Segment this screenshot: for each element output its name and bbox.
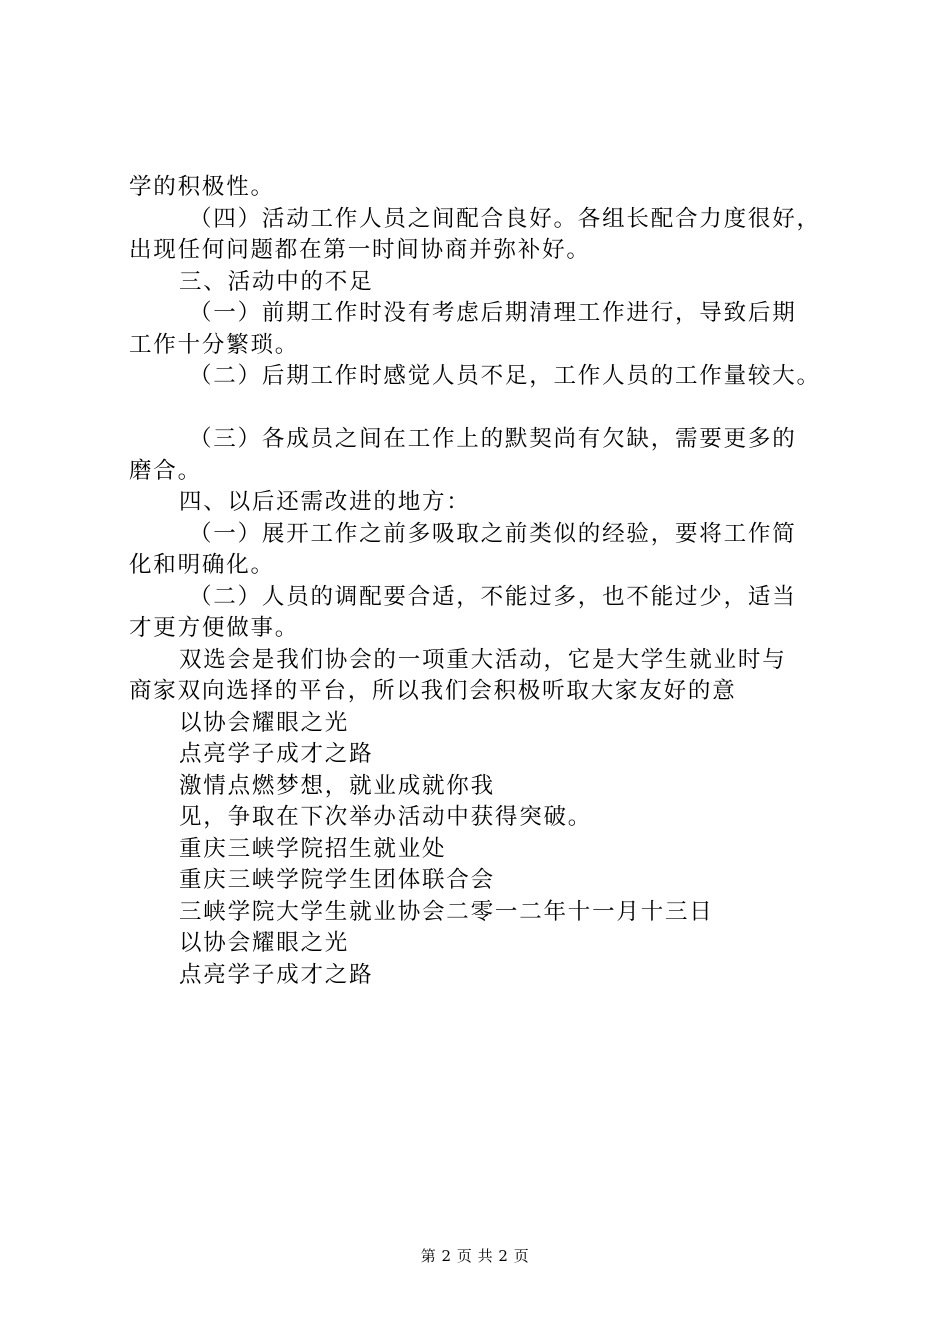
text-line: 工作十分繁琐。 (129, 331, 300, 358)
document-body (129, 172, 849, 991)
slogan-line: 激情点燃梦想，就业成就你我 (179, 772, 495, 799)
text-line: 见，争取在下次举办活动中获得突破。 (179, 804, 593, 830)
text-line: （二）后期工作时感觉人员不足，工作人员的工作量较大。 (189, 363, 821, 389)
slogan-line: 点亮学子成才之路 (179, 741, 374, 767)
slogan-line: 以协会耀眼之光 (179, 709, 350, 736)
section-heading: 四、以后还需改进的地方： (179, 489, 471, 515)
text-line: （一）前期工作时没有考虑后期清理工作进行，导致后期 (189, 300, 797, 326)
signature-line: 重庆三峡学院招生就业处 (179, 835, 447, 862)
page-number-footer: 第 2 页 共 2 页 (420, 1247, 530, 1265)
text-line: （二）人员的调配要合适，不能过多，也不能过少，适当 (189, 583, 797, 610)
signature-line: 三峡学院大学生就业协会二零一二年十一月十三日 (179, 898, 714, 925)
text-line: 商家双向选择的平台，所以我们会积极听取大家友好的意 (129, 678, 737, 704)
text-line: （三）各成员之间在工作上的默契尚有欠缺，需要更多的 (189, 426, 797, 452)
text-line: 化和明确化。 (129, 552, 275, 578)
text-line: 才更方便做事。 (129, 615, 300, 641)
blank-line (129, 393, 849, 425)
text-line: 双选会是我们协会的一项重大活动，它是大学生就业时与 (179, 646, 787, 673)
text-line: 磨合。 (129, 457, 202, 484)
text-line: （一）展开工作之前多吸取之前类似的经验，要将工作简 (189, 520, 797, 547)
slogan-line: 点亮学子成才之路 (179, 961, 374, 988)
slogan-line: 以协会耀眼之光 (179, 930, 350, 956)
text-line: 出现任何问题都在第一时间协商并弥补好。 (129, 237, 591, 263)
signature-line: 重庆三峡学院学生团体联合会 (179, 867, 495, 893)
section-heading: 三、活动中的不足 (179, 268, 374, 295)
text-line: 学的积极性。 (129, 174, 275, 200)
text-line: （四）活动工作人员之间配合良好。各组长配合力度很好， (189, 205, 821, 232)
